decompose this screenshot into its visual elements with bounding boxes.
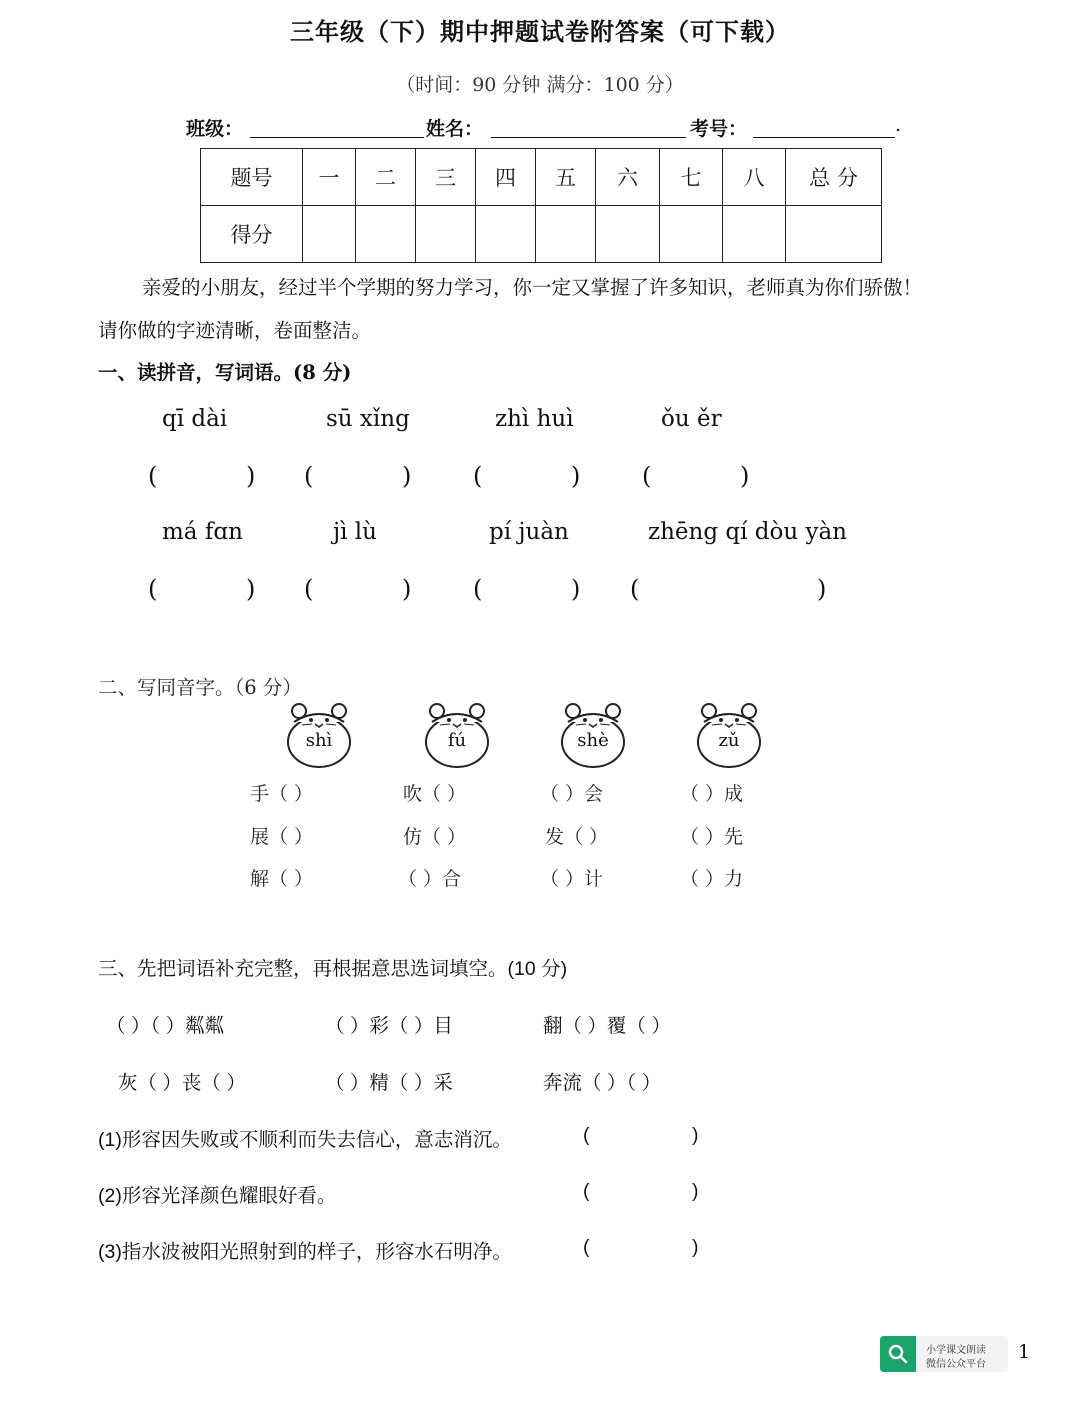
badge-line-1: 小学课文朗读 [926, 1345, 986, 1356]
score-header-cell: 六 [596, 149, 660, 206]
score-cell[interactable] [476, 206, 536, 263]
score-cell[interactable] [303, 206, 356, 263]
pinyin-item: má fɑn [162, 519, 243, 545]
score-cell[interactable] [786, 206, 882, 263]
homophone-item[interactable]: 发（ ） [545, 826, 609, 848]
id-end-dot: . [895, 114, 902, 136]
hamster-pinyin: shè [577, 730, 609, 751]
score-cell[interactable] [416, 206, 476, 263]
homophone-item[interactable]: （ ）合 [398, 868, 462, 890]
answer-paren-close[interactable]: ) [246, 575, 256, 603]
score-header-cell: 八 [723, 149, 786, 206]
section3-heading: 三、先把词语补充完整，再根据意思选词填空。(10 分) [98, 958, 568, 980]
section2-heading: 二、写同音字。（6 分） [98, 676, 302, 699]
pinyin-item: jì lù [333, 519, 377, 545]
idiom-item[interactable]: 灰（ ）丧（ ） [118, 1072, 246, 1094]
score-header-cell: 四 [476, 149, 536, 206]
answer-paren-open[interactable]: ( [583, 1236, 590, 1258]
answer-paren-open[interactable]: ( [642, 462, 652, 490]
pinyin-item: pí juàn [489, 519, 569, 545]
score-header-cell: 三 [416, 149, 476, 206]
homophone-item[interactable]: （ ）计 [540, 868, 604, 890]
name-label: 姓名： [426, 118, 484, 140]
class-label: 班级： [186, 118, 244, 140]
answer-paren-open[interactable]: ( [304, 575, 314, 603]
homophone-item[interactable]: （ ）先 [680, 826, 744, 848]
name-blank[interactable] [491, 137, 686, 138]
score-header-cell: 二 [356, 149, 416, 206]
badge-line-2: 微信公众平台 [926, 1359, 986, 1370]
question-2: (2)形容光泽颜色耀眼好看。 [98, 1185, 337, 1207]
answer-paren-open[interactable]: ( [304, 462, 314, 490]
answer-paren-open[interactable]: ( [583, 1180, 590, 1202]
answer-paren-close[interactable]: ) [692, 1180, 699, 1202]
score-header-cell: 七 [660, 149, 723, 206]
answer-paren-close[interactable]: ) [692, 1236, 699, 1258]
answer-paren-open[interactable]: ( [473, 462, 483, 490]
pinyin-item: ǒu ěr [661, 406, 722, 432]
class-blank[interactable] [250, 137, 424, 138]
homophone-item[interactable]: （ ）成 [680, 783, 744, 805]
id-label: 考号： [690, 118, 748, 140]
hamster-icon [694, 700, 764, 770]
score-header-cell: 题号 [201, 149, 303, 206]
pinyin-item: qī dài [162, 406, 228, 432]
question-1: (1)形容因失败或不顺利而失去信心，意志消沉。 [98, 1129, 512, 1151]
score-cell[interactable] [723, 206, 786, 263]
homophone-item[interactable]: 手（ ） [250, 783, 314, 805]
exam-time-info: （时间：90 分钟 满分：100 分） [396, 74, 684, 96]
homophone-item[interactable]: 展（ ） [250, 826, 314, 848]
score-header-cell: 五 [536, 149, 596, 206]
homophone-item[interactable]: 吹（ ） [403, 783, 467, 805]
homophone-item[interactable]: 仿（ ） [403, 826, 467, 848]
hamster-pinyin: shì [305, 730, 333, 751]
answer-paren-open[interactable]: ( [473, 575, 483, 603]
hamster-icon [558, 700, 628, 770]
hamster-icon [284, 700, 354, 770]
page-title: 三年级（下）期中押题试卷附答案（可下载） [290, 17, 790, 46]
score-table [200, 148, 882, 263]
homophone-item[interactable]: 解（ ） [250, 868, 314, 890]
score-cell[interactable] [660, 206, 723, 263]
wechat-badge[interactable] [880, 1336, 1008, 1372]
homophone-item[interactable]: （ ）力 [680, 868, 744, 890]
score-header-cell: 总 分 [786, 149, 882, 206]
score-table-header-row [201, 149, 882, 206]
score-cell[interactable] [596, 206, 660, 263]
section1-heading: 一、读拼音，写词语。(8 分) [98, 361, 352, 384]
answer-paren-open[interactable]: ( [630, 575, 640, 603]
answer-paren-close[interactable]: ) [692, 1124, 699, 1146]
answer-paren-close[interactable]: ) [402, 575, 412, 603]
pinyin-item: sū xǐng [326, 406, 410, 432]
pinyin-item: zhì huì [495, 406, 574, 432]
answer-paren-open[interactable]: ( [583, 1124, 590, 1146]
idiom-item[interactable]: （ ）（ ）粼粼 [106, 1015, 225, 1037]
answer-paren-close[interactable]: ) [817, 575, 827, 603]
idiom-item[interactable]: （ ）精（ ）采 [325, 1072, 453, 1094]
score-header-cell: 一 [303, 149, 356, 206]
answer-paren-close[interactable]: ) [571, 462, 581, 490]
search-icon [880, 1336, 916, 1372]
hamster-icon [422, 700, 492, 770]
idiom-item[interactable]: 翻（ ）覆（ ） [543, 1015, 671, 1037]
page-number: 1 [1018, 1341, 1031, 1363]
answer-paren-close[interactable]: ) [246, 462, 256, 490]
intro-line-2: 请你做的字迹清晰，卷面整洁。 [98, 319, 372, 342]
answer-paren-close[interactable]: ) [571, 575, 581, 603]
score-row-label: 得分 [201, 206, 303, 263]
answer-paren-open[interactable]: ( [148, 575, 158, 603]
answer-paren-open[interactable]: ( [148, 462, 158, 490]
pinyin-item: zhēng qí dòu yàn [648, 519, 847, 545]
idiom-item[interactable]: （ ）彩（ ）目 [325, 1015, 453, 1037]
score-table-score-row [201, 206, 882, 263]
hamster-pinyin: fú [447, 730, 467, 751]
score-cell[interactable] [536, 206, 596, 263]
id-blank[interactable] [753, 137, 895, 138]
score-cell[interactable] [356, 206, 416, 263]
homophone-item[interactable]: （ ）会 [540, 783, 604, 805]
hamster-pinyin: zǔ [718, 730, 740, 751]
question-3: (3)指水波被阳光照射到的样子，形容水石明净。 [98, 1241, 512, 1263]
idiom-item[interactable]: 奔流（ ）（ ） [543, 1072, 662, 1094]
answer-paren-close[interactable]: ) [740, 462, 750, 490]
intro-line-1: 亲爱的小朋友，经过半个学期的努力学习，你一定又掌握了许多知识，老师真为你们骄傲！ [142, 276, 923, 299]
answer-paren-close[interactable]: ) [402, 462, 412, 490]
